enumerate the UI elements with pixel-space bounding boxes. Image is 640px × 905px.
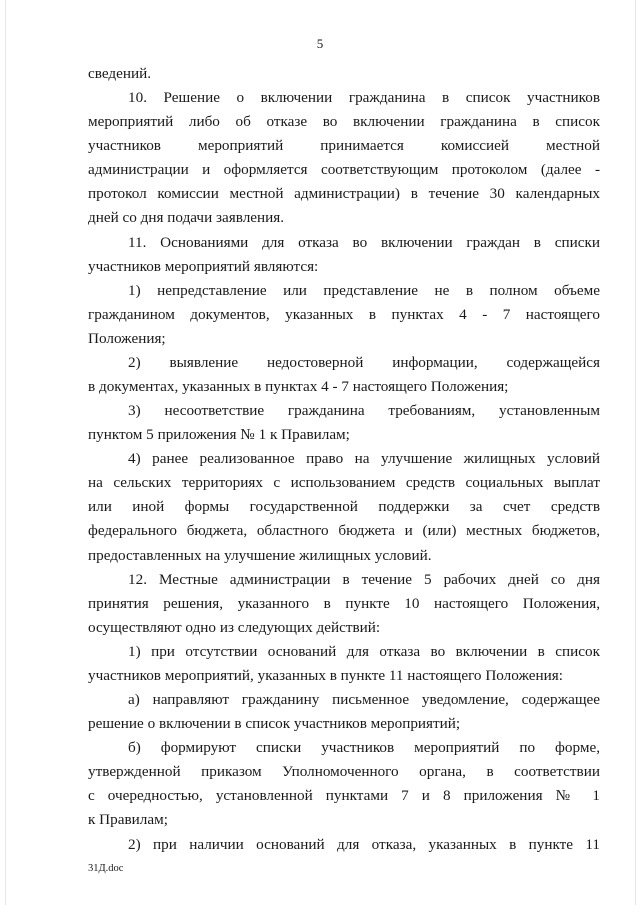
text-line: участников мероприятий являются: [88,257,319,275]
text-line: а) направляют гражданину письменное уведомление, содержащее [128,691,600,709]
text-line: 2) при наличии оснований для отказа, указанных в пункте 11 [128,835,600,853]
scan-edge-right [635,0,636,905]
text-line: участников мероприятий принимается комиссией местной [88,137,600,155]
text-line: 12. Местные администрации в течение 5 рабочих дней со дня [128,570,600,588]
footer-filename: 31Д.doc [88,863,124,874]
text-line: предоставленных на улучшение жилищных условий. [88,546,432,564]
text-line: на сельских территориях с использованием средств социальных выплат [88,474,600,492]
document-body [88,62,600,857]
text-line: протокол комиссии местной администрации) в течение 30 календарных [88,185,600,203]
text-line: с очередностью, установленной пунктами 7 и 8 приложения № 1 [88,787,600,805]
text-line: пунктом 5 приложения № 1 к Правилам; [88,426,350,444]
text-line: Положения; [88,329,166,347]
text-line: дней со дня подачи заявления. [88,209,285,227]
text-line: решение о включении в список участников мероприятий; [88,715,461,733]
text-line: федерального бюджета, областного бюджета и (или) местных бюджетов, [88,522,600,540]
text-line: б) формируют списки участников мероприятий по форме, [128,739,600,757]
text-line: принятия решения, указанного в пункте 10 настоящего Положения, [88,594,600,612]
text-line: участников мероприятий, указанных в пункте 11 настоящего Положения: [88,666,563,684]
text-line: осуществляют одно из следующих действий: [88,618,381,636]
text-line: 2) выявление недостоверной информации, содержащейся [128,353,600,371]
text-line: 10. Решение о включении гражданина в список участников [128,89,600,107]
page-number: 5 [316,36,324,51]
text-line: 11. Основаниями для отказа во включении граждан в списки [128,233,600,251]
text-line: 4) ранее реализованное право на улучшение жилищных условий [128,450,600,468]
text-line: в документах, указанных в пунктах 4 - 7 настоящего Положения; [88,378,509,396]
text-line: 1) непредставление или представление не в полном объеме [128,281,600,299]
text-line: к Правилам; [88,811,168,829]
text-line: или иной формы государственной поддержки за счет средств [88,498,600,516]
text-line: утвержденной приказом Уполномоченного органа, в соответствии [88,763,600,781]
scan-edge-left [5,0,6,905]
text-line: администрации и оформляется соответствующим протоколом (далее - [88,161,600,179]
text-line: 3) несоответствие гражданина требованиям, установленным [128,402,600,420]
text-line: сведений. [88,65,152,82]
text-line: гражданином документов, указанных в пунктах 4 - 7 настоящего [88,305,600,323]
text-line: мероприятий либо об отказе во включении гражданина в список [88,113,600,131]
text-line: 1) при отсутствии оснований для отказа во включении в список [128,642,600,660]
